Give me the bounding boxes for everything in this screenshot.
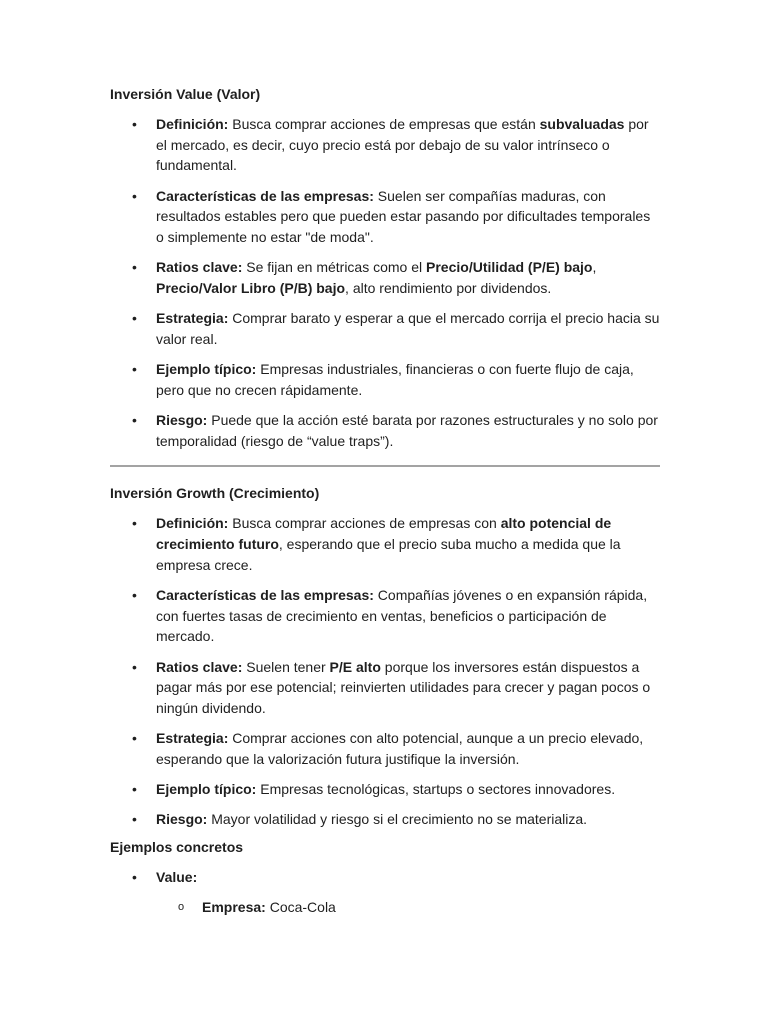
sub-item-text: Coca-Cola [265, 899, 336, 916]
item-text: Comprar acciones con alto potencial, aunque a un precio elevado, esperando que la valorización futura justifique la inversión. [156, 730, 644, 767]
bold-term: Ratios clave: [156, 259, 243, 276]
bullet-icon: • [132, 411, 137, 428]
item-text: , alto rendimiento por dividendos. [345, 279, 552, 296]
bullet-icon: • [132, 781, 137, 798]
item-text: Empresas tecnológicas, startups o sectores innovadores. [256, 781, 616, 798]
bullet-icon: • [132, 658, 137, 675]
bold-term: alto potencial de crecimiento futuro [156, 515, 612, 553]
bold-term: Riesgo: [156, 411, 208, 428]
bullet-icon: • [132, 515, 137, 532]
growth-list-item [110, 513, 660, 575]
item-text: Busca comprar acciones de empresas que están [228, 116, 540, 132]
bold-term: Ejemplo típico: [156, 781, 257, 798]
item-text: Compañías jóvenes o en expansión rápida, con fuertes tasas de crecimiento en ventas, beneficios o participación de mercado. [156, 586, 648, 645]
bullet-icon: • [132, 361, 137, 378]
item-text: Puede que la acción esté barata por razones estructurales y no solo por temporalidad (riesgo de “value traps”). [156, 411, 658, 449]
bold-term: Ejemplo típico: [156, 361, 257, 378]
value-example-label: Value: [156, 869, 198, 886]
item-text: Mayor volatilidad y riesgo si el crecimiento no se materializa. [207, 811, 588, 828]
value-list-item [110, 410, 660, 451]
bullet-icon: • [132, 586, 137, 603]
growth-heading: Inversión Growth (Crecimiento) [110, 485, 320, 502]
bold-term: Precio/Utilidad (P/E) bajo [426, 259, 593, 276]
bullet-icon: • [132, 116, 137, 132]
bold-term: Estrategia: [156, 310, 229, 327]
growth-list-item [110, 809, 660, 830]
item-text: Empresas industriales, financieras o con fuerte flujo de caja, pero que no crecen rápidamente. [156, 361, 634, 398]
growth-list-item [110, 728, 660, 769]
item-text: , esperando que el precio suba mucho a medida que la empresa crece. [156, 536, 621, 573]
sub-list-item [156, 897, 660, 918]
bullet-icon: • [132, 869, 137, 886]
value-heading: Inversión Value (Valor) [110, 86, 261, 102]
bullet-icon: • [132, 259, 137, 276]
growth-bullet-list [110, 513, 660, 830]
bold-term: Estrategia: [156, 730, 229, 747]
bold-term: Definición: [156, 116, 229, 132]
bold-term: Riesgo: [156, 811, 208, 828]
bullet-icon: • [132, 730, 137, 747]
bold-term: Características de las empresas: [156, 187, 374, 204]
bold-term: Definición: [156, 515, 229, 532]
bold-term: Características de las empresas: [156, 586, 374, 603]
item-text: Busca comprar acciones de empresas con [228, 515, 501, 532]
value-bullet-list [110, 114, 660, 451]
growth-list-item [110, 779, 660, 800]
bold-term: subvaluadas [539, 116, 625, 132]
item-text: por el mercado, es decir, cuyo precio está por debajo de su valor intrínseco o fundamental. [156, 116, 649, 174]
horizontal-divider [110, 465, 660, 467]
bold-term: Precio/Valor Libro (P/B) bajo [156, 279, 346, 296]
item-text: Suelen tener [242, 658, 330, 675]
sub-item-label: Empresa: [202, 899, 266, 916]
item-text: Se fijan en métricas como el [242, 259, 427, 276]
item-text: , [592, 259, 597, 276]
value-example-sublist [156, 897, 660, 918]
value-list-item [110, 114, 660, 176]
growth-list-item [110, 657, 660, 719]
growth-list-item [110, 585, 660, 647]
value-list-item [110, 257, 660, 298]
bold-term: Ratios clave: [156, 658, 243, 675]
circle-bullet-icon: o [178, 901, 185, 914]
bold-term: P/E alto [329, 658, 381, 675]
bullet-icon: • [132, 811, 137, 828]
value-list-item [110, 186, 660, 248]
item-text: Comprar barato y esperar a que el mercado corrija el precio hacia su valor real. [156, 310, 660, 347]
value-list-item [110, 308, 660, 349]
item-text: porque los inversores están dispuestos a pagar más por ese potencial; reinvierten utilidades para crecer y pagan pocos o ningún dividendo. [156, 658, 651, 716]
document-page [110, 84, 660, 927]
examples-heading: Ejemplos concretos [110, 839, 244, 856]
value-list-item [110, 359, 660, 400]
bullet-icon: • [132, 187, 137, 204]
examples-list-item [110, 867, 660, 917]
bullet-icon: • [132, 310, 137, 327]
item-text: Suelen ser compañías maduras, con resultados estables pero que pueden estar pasando por dificultades temporales o simplemente no estar "de moda". [156, 187, 651, 246]
examples-bullet-list [110, 867, 660, 917]
